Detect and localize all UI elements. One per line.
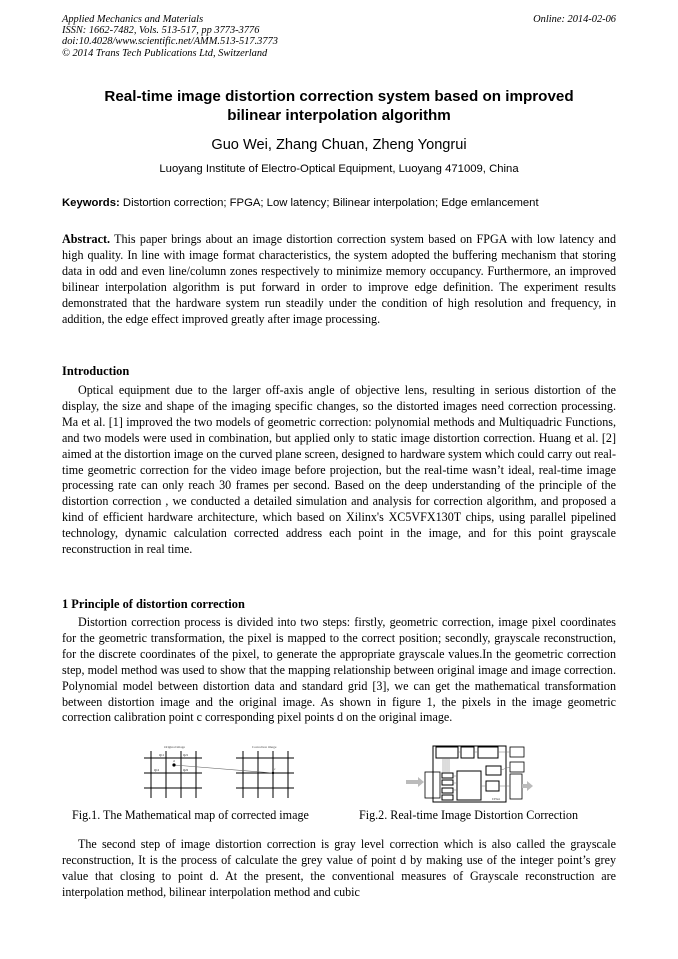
svg-text:c: c <box>274 767 276 771</box>
principle-body <box>62 615 616 726</box>
keywords-text: Distortion correction; FPGA; Low latency; Bilinear interpolation; Edge emlancement <box>119 197 539 209</box>
abstract-label: Abstract. <box>62 232 111 246</box>
second-step-body <box>62 837 616 901</box>
title-line-2: bilinear interpolation algorithm <box>227 107 451 124</box>
title-line-1: Real-time image distortion correction system based on improved <box>104 88 574 105</box>
principle-paragraph: Distortion correction process is divided into two steps: firstly, geometric correction, image pixel coordinates for the geometric transformation, the pixel is mapped to the correct position; secondly, grayscale reconstruction, for the discrete coordinates of the pixel, to generate the appropriate grayscale values.In the geometric correction step, model method was used to show that the mapping relationship between original image and image correction. Polynomial model between distortion data and standard grid [3], we can get the mathematical transformation between distortion image and the original image. As shown in figure 1, the pixels in the image geometric correction calibration point c corresponding pixel points d on the original image. <box>62 615 616 725</box>
paper-title <box>62 87 616 125</box>
online-date: Online: 2014-02-06 <box>533 14 616 25</box>
figure-1-mathematical-map <box>140 744 330 802</box>
section-heading-introduction: Introduction <box>62 364 130 378</box>
introduction-paragraph: Optical equipment due to the larger off-axis angle of objective lens, resulting in serious distortion of the display, the size and shape of the imaging specific changes, so the distorted images need correction processing. Ma et al. [1] improved the two models of geometric correction: polynomial methods and Multiquadric Functions, and two models were used in combination, but applied only to static image distortion correction. Huang et al. [2] aimed at the distortion image on the curved plane screen, designed to hardware system which could carry out real-time geometric correction for the video image before projection, but the real-time wasn’t ideal, real-time image processing rate can only reach 30 frames per second. Based on the deep understanding of the principle of the distortion correction , we conducted a detailed simulation and analysis for correction algorithm, and proposed a kind of efficient hardware architecture, which based on Xilinx's XC5VFX130T chips, using parallel pipelined technology, dynamic calculation corrected address each point in the image, and for this point grayscale reconstruction in real time. <box>62 383 616 557</box>
journal-name: Applied Mechanics and Materials <box>62 14 204 25</box>
issn-line: ISSN: 1662-7482, Vols. 513-517, pp 3773-3776 <box>62 25 260 37</box>
svg-text:Q21: Q21 <box>183 753 189 757</box>
svg-text:FPGA: FPGA <box>492 797 501 801</box>
section-heading-principle: 1 Principle of distortion correction <box>62 597 245 611</box>
grid-mapping-diagram <box>140 744 330 802</box>
figure-1-caption: Fig.1. The Mathematical map of corrected image <box>72 808 309 822</box>
journal-header <box>62 14 278 59</box>
figure-2-caption: Fig.2. Real-time Image Distortion Correction <box>359 808 578 822</box>
second-step-paragraph: The second step of image distortion correction is gray level correction which is also called the grayscale reconstruction, It is the process of calculate the grey value of point d by making use of the integer point’s grey value that closing to point d. At the present, the conventional measures of Grayscale reconstruction are interpolation method, bilinear interpolation method and cubic <box>62 837 616 899</box>
affiliation: Luoyang Institute of Electro-Optical Equipment, Luoyang 471009, China <box>159 163 519 175</box>
svg-text:d: d <box>173 759 175 763</box>
svg-text:Q12: Q12 <box>154 768 160 772</box>
svg-text:Original image: Original image <box>164 745 186 749</box>
fpga-architecture-diagram <box>400 742 535 804</box>
doi-line: doi:10.4028/www.scientific.net/AMM.513-517.3773 <box>62 36 278 48</box>
abstract-text: This paper brings about an image distortion correction system based on FPGA with low latency and high quality. In line with image format characteristics, the system adopted the buffering mechanism that storing data in odd and even line/column zones respectively to minimize memory occupancy. Furthermore, an improved bilinear interpolation algorithm is put forward in order to improve edge definition. The experiment results demonstrated that the hardware system run steadily under the condition of high resolution and frequency, in addition, the edge effect improved greatly after image processing. <box>62 232 616 326</box>
svg-text:Correction image: Correction image <box>252 745 277 749</box>
authors: Guo Wei, Zhang Chuan, Zheng Yongrui <box>211 137 467 153</box>
copyright-line: © 2014 Trans Tech Publications Ltd, Switzerland <box>62 47 268 59</box>
figure-2-block-diagram <box>400 742 535 804</box>
keywords-label: Keywords: <box>62 197 120 209</box>
introduction-body <box>62 383 616 558</box>
keywords <box>62 197 622 209</box>
svg-text:Q11: Q11 <box>159 753 165 757</box>
svg-text:Q22: Q22 <box>183 768 189 772</box>
abstract <box>62 232 616 327</box>
